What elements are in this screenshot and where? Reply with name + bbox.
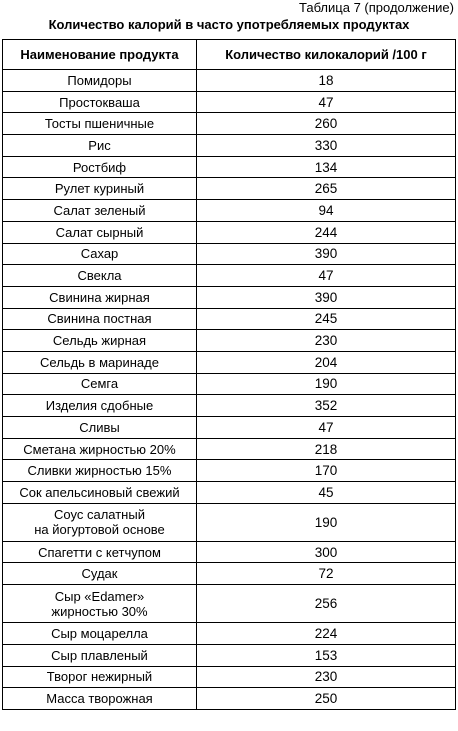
product-name: Семга [3, 373, 197, 395]
table-row [3, 351, 456, 373]
table-row [3, 221, 456, 243]
product-name: Ростбиф [3, 156, 197, 178]
table-row [3, 460, 456, 482]
product-name-line: жирностью 30% [51, 603, 148, 619]
kcal-value: 300 [197, 541, 456, 563]
table-row [3, 178, 456, 200]
header-product: Наименование продукта [3, 40, 197, 70]
product-name: Помидоры [3, 70, 197, 92]
product-name: Творог нежирный [3, 666, 197, 688]
product-name: Сыр плавленый [3, 644, 197, 666]
table-row [3, 644, 456, 666]
kcal-value: 352 [197, 395, 456, 417]
kcal-value: 265 [197, 178, 456, 200]
product-name: Сливы [3, 417, 197, 439]
kcal-value: 330 [197, 135, 456, 157]
kcal-value: 18 [197, 70, 456, 92]
product-name: Сельдь жирная [3, 330, 197, 352]
table-title: Количество калорий в часто употребляемых продуктах [48, 17, 410, 32]
table-row [3, 156, 456, 178]
kcal-value: 204 [197, 351, 456, 373]
product-name: Сахар [3, 243, 197, 265]
product-name: Сок апельсиновый свежий [3, 482, 197, 504]
kcal-value: 94 [197, 200, 456, 222]
table-row [3, 585, 456, 623]
table-row [3, 308, 456, 330]
product-name: Простокваша [3, 91, 197, 113]
kcal-value: 256 [197, 585, 456, 623]
kcal-value: 244 [197, 221, 456, 243]
product-name: Сметана жирностью 20% [3, 438, 197, 460]
product-name-line: на йогуртовой основе [34, 522, 165, 538]
table-row [3, 395, 456, 417]
product-name [3, 503, 197, 541]
kcal-value: 245 [197, 308, 456, 330]
product-name: Рис [3, 135, 197, 157]
product-name: Судак [3, 563, 197, 585]
kcal-value: 218 [197, 438, 456, 460]
table-row [3, 135, 456, 157]
table-row [3, 91, 456, 113]
product-name: Салат зеленый [3, 200, 197, 222]
table-row [3, 503, 456, 541]
product-name: Изделия сдобные [3, 395, 197, 417]
kcal-value: 45 [197, 482, 456, 504]
product-name: Свинина постная [3, 308, 197, 330]
table-row [3, 666, 456, 688]
product-name [3, 585, 197, 623]
table-row [3, 541, 456, 563]
table-row [3, 688, 456, 710]
kcal-value: 190 [197, 373, 456, 395]
table-row [3, 373, 456, 395]
calorie-table [2, 39, 456, 710]
kcal-value: 224 [197, 623, 456, 645]
kcal-value: 47 [197, 265, 456, 287]
header-kcal: Количество килокалорий /100 г [197, 40, 456, 70]
kcal-value: 72 [197, 563, 456, 585]
kcal-value: 390 [197, 286, 456, 308]
table-row [3, 243, 456, 265]
product-name: Салат сырный [3, 221, 197, 243]
kcal-value: 230 [197, 330, 456, 352]
kcal-value: 134 [197, 156, 456, 178]
table-row [3, 438, 456, 460]
table-row [3, 563, 456, 585]
table-row [3, 200, 456, 222]
kcal-value: 230 [197, 666, 456, 688]
product-name: Сыр моцарелла [3, 623, 197, 645]
table-row [3, 286, 456, 308]
product-name: Масса творожная [3, 688, 197, 710]
product-name-line: Соус салатный [54, 507, 145, 523]
table-row [3, 113, 456, 135]
kcal-value: 170 [197, 460, 456, 482]
table-header-row [3, 40, 456, 70]
product-name: Спагетти с кетчупом [3, 541, 197, 563]
product-name: Сливки жирностью 15% [3, 460, 197, 482]
kcal-value: 153 [197, 644, 456, 666]
product-name: Тосты пшеничные [3, 113, 197, 135]
table-caption: Таблица 7 (продолжение) [298, 0, 454, 15]
product-name-line: Сыр «Edamer» [54, 588, 145, 604]
table-row [3, 330, 456, 352]
kcal-value: 260 [197, 113, 456, 135]
product-name: Свинина жирная [3, 286, 197, 308]
kcal-value: 47 [197, 91, 456, 113]
kcal-value: 250 [197, 688, 456, 710]
table-row [3, 482, 456, 504]
table-row [3, 70, 456, 92]
product-name: Рулет куриный [3, 178, 197, 200]
kcal-value: 47 [197, 417, 456, 439]
kcal-value: 190 [197, 503, 456, 541]
table-row [3, 265, 456, 287]
table-row [3, 417, 456, 439]
kcal-value: 390 [197, 243, 456, 265]
product-name: Сельдь в маринаде [3, 351, 197, 373]
product-name: Свекла [3, 265, 197, 287]
table-row [3, 623, 456, 645]
